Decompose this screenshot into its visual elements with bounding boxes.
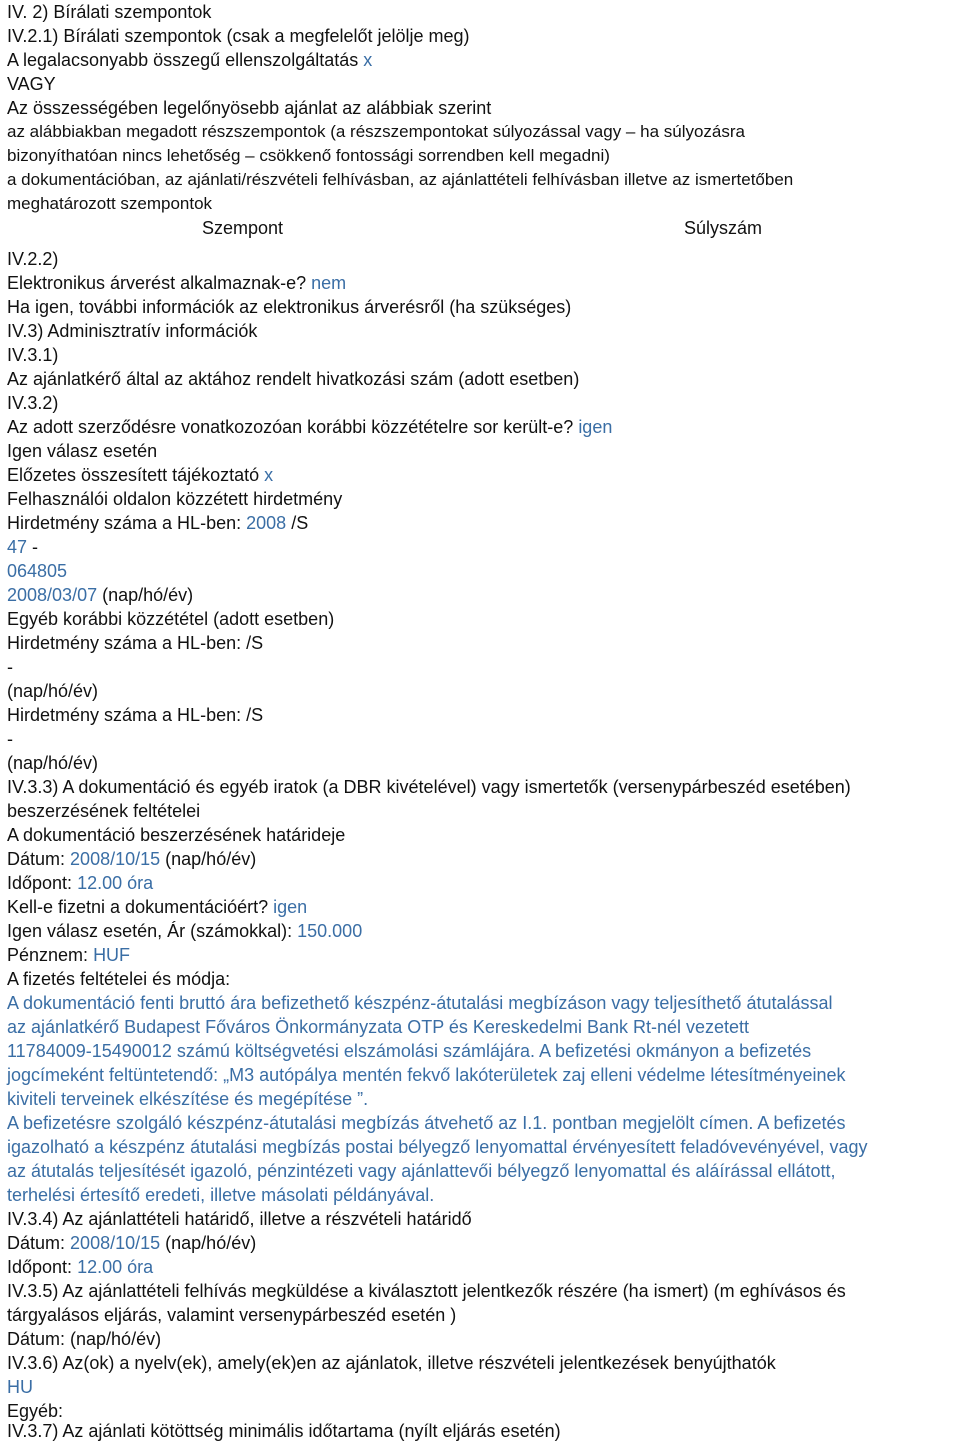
auction-more-info: Ha igen, további információk az elektronikus árverésről (ha szükséges) bbox=[7, 297, 572, 317]
criteria-desc-4: meghatározott szempontok bbox=[7, 194, 213, 213]
if-yes-label: Igen válasz esetén bbox=[7, 441, 158, 461]
other-language-label: Egyéb: bbox=[7, 1401, 64, 1421]
payment-terms-line: jogcímeként feltüntetendő: „M3 autópálya mentén fekvő lakóterületek zaj elleni védelme létesítményeinek bbox=[7, 1065, 846, 1085]
invitation-title-1: IV.3.5) Az ajánlattételi felhívás megküldése a kiválasztott jelentkezők részére (ha ismert) (m eghívásos és bbox=[7, 1281, 846, 1301]
weight-column-header: Súlyszám bbox=[684, 218, 763, 238]
other-notice-2-dash: - bbox=[7, 729, 13, 749]
languages-title: IV.3.6) Az(ok) a nyelv(ek), amely(ek)en az ajánlatok, illetve részvételi jelentkezések benyújthatók bbox=[7, 1353, 776, 1373]
buyer-profile-label: Felhasználói oldalon közzétett hirdetmény bbox=[7, 489, 343, 509]
payment-terms-label: A fizetés feltételei és módja: bbox=[7, 969, 231, 989]
notice-s-line bbox=[7, 535, 38, 559]
tender-date-value: 2008/10/15 bbox=[70, 1233, 161, 1253]
criteria-desc-3: a dokumentációban, az ajánlati/részvételi felhívásban, az ajánlattételi felhívásban illetve az ismertetőben bbox=[7, 170, 794, 189]
currency-label: Pénznem: bbox=[7, 945, 89, 965]
criteria-title: IV.2.1) Bírálati szempontok (csak a megfelelőt jelölje meg) bbox=[7, 26, 470, 46]
admin-info-title: IV.3) Adminisztratív információk bbox=[7, 321, 258, 341]
tender-time-line bbox=[7, 1255, 153, 1279]
documentation-time-value: 12.00 óra bbox=[77, 873, 154, 893]
payment-terms-line: 11784009-15490012 számú költségvetési elszámolási számlájára. A befizetési okmányon a befizetés bbox=[7, 1041, 812, 1061]
prior-publication-question: Az adott szerződésre vonatkozozóan korábbi közzétételre sor került-e? bbox=[7, 417, 574, 437]
auction-answer: nem bbox=[311, 273, 347, 293]
payment-terms-line: az átutalás teljesítését igazoló, pénzintézeti vagy ajánlattevői bélyegző lenyomattal és aláírással ellátott, bbox=[7, 1161, 836, 1181]
documentation-deadline-label: A dokumentáció beszerzésének határideje bbox=[7, 825, 346, 845]
notice-number: 064805 bbox=[7, 561, 68, 581]
other-notice-1-dash: - bbox=[7, 657, 13, 677]
section-title: IV. 2) Bírálati szempontok bbox=[7, 2, 212, 22]
invitation-title-2: tárgyalásos eljárás, valamint versenypárbeszéd esetén ) bbox=[7, 1305, 457, 1325]
best-offer-label: Az összességében legelőnyösebb ajánlat az alábbiak szerint bbox=[7, 98, 492, 118]
documentation-time-line bbox=[7, 871, 153, 895]
criterion-column-header: Szempont bbox=[202, 218, 284, 238]
lowest-price-mark: x bbox=[363, 50, 373, 70]
binding-period-title: IV.3.7) Az ajánlati kötöttség minimális időtartama (nyílt eljárás esetén) bbox=[7, 1421, 561, 1441]
prior-publication-answer: igen bbox=[578, 417, 613, 437]
notice-date: 2008/03/07 bbox=[7, 585, 98, 605]
tender-time-label: Időpont: bbox=[7, 1257, 73, 1277]
payment-terms-line: A dokumentáció fenti bruttó ára befizethető készpénz-átutalási megbízáson vagy teljesíthető átutalással bbox=[7, 993, 833, 1013]
documentation-date-line bbox=[7, 847, 256, 871]
prior-info-mark: x bbox=[264, 465, 274, 485]
notice-number-line bbox=[7, 511, 308, 535]
documentation-title-2: beszerzésének feltételei bbox=[7, 801, 201, 821]
payment-question-line bbox=[7, 895, 307, 919]
lowest-price-label: A legalacsonyabb összegű ellenszolgáltatás bbox=[7, 50, 359, 70]
prior-info-line bbox=[7, 463, 273, 487]
notice-number-label: Hirdetmény száma a HL-ben: bbox=[7, 513, 242, 533]
notice-date-format: (nap/hó/év) bbox=[102, 585, 194, 605]
currency-line bbox=[7, 943, 130, 967]
prior-publication-line bbox=[7, 415, 612, 439]
or-label: VAGY bbox=[7, 74, 56, 94]
notice-s: /S bbox=[291, 513, 309, 533]
other-notice-2-label: Hirdetmény száma a HL-ben: /S bbox=[7, 705, 264, 725]
reference-code: IV.3.1) bbox=[7, 345, 59, 365]
payment-terms-line: kiviteli terveinek elkészítése és megépítése ”. bbox=[7, 1089, 369, 1109]
tender-time-value: 12.00 óra bbox=[77, 1257, 154, 1277]
price-line bbox=[7, 919, 362, 943]
notice-dash: - bbox=[32, 537, 39, 557]
payment-terms-line: terhelési értesítő eredeti, illetve másolati példányával. bbox=[7, 1185, 435, 1205]
documentation-date-value: 2008/10/15 bbox=[70, 849, 161, 869]
invitation-date-line: Dátum: (nap/hó/év) bbox=[7, 1329, 162, 1349]
documentation-time-label: Időpont: bbox=[7, 873, 73, 893]
notice-s-number: 47 bbox=[7, 537, 28, 557]
price-label: Igen válasz esetén, Ár (számokkal): bbox=[7, 921, 293, 941]
documentation-date-label: Dátum: bbox=[7, 849, 66, 869]
currency-value: HUF bbox=[93, 945, 131, 965]
other-notice-1-label: Hirdetmény száma a HL-ben: /S bbox=[7, 633, 264, 653]
payment-terms-line: az ajánlatkérő Budapest Főváros Önkormányzata OTP és Kereskedelmi Bank Rt-nél vezetett bbox=[7, 1017, 750, 1037]
payment-question: Kell-e fizetni a dokumentációért? bbox=[7, 897, 269, 917]
payment-terms-line: A befizetésre szolgáló készpénz-átutalási megbízás átvehető az I.1. pontban megjelölt címen. A befizetés bbox=[7, 1113, 846, 1133]
tender-date-line bbox=[7, 1231, 256, 1255]
other-notice-1-date: (nap/hó/év) bbox=[7, 681, 99, 701]
criteria-desc-1: az alábbiakban megadott részszempontok (a részszempontokat súlyozással vagy – ha súlyozásra bbox=[7, 122, 745, 141]
tender-date-label: Dátum: bbox=[7, 1233, 66, 1253]
criteria-desc-2: bizonyíthatóan nincs lehetőség – csökkenő fontossági sorrendben kell megadni) bbox=[7, 146, 610, 165]
documentation-title-1: IV.3.3) A dokumentáció és egyéb iratok (a DBR kivételével) vagy ismertetők (versenypárbeszéd esetében) bbox=[7, 777, 851, 797]
prior-publication-code: IV.3.2) bbox=[7, 393, 59, 413]
auction-question: Elektronikus árverést alkalmaznak-e? bbox=[7, 273, 307, 293]
notice-date-line bbox=[7, 583, 193, 607]
language-value: HU bbox=[7, 1377, 33, 1397]
documentation-date-format: (nap/hó/év) bbox=[165, 849, 257, 869]
reference-text: Az ajánlatkérő által az aktához rendelt hivatkozási szám (adott esetben) bbox=[7, 369, 580, 389]
prior-info-label: Előzetes összesített tájékoztató bbox=[7, 465, 260, 485]
tender-date-format: (nap/hó/év) bbox=[165, 1233, 257, 1253]
notice-year: 2008 bbox=[246, 513, 287, 533]
other-notice-2-date: (nap/hó/év) bbox=[7, 753, 99, 773]
auction-question-line bbox=[7, 271, 346, 295]
payment-terms-line: igazolható a készpénz átutalási megbízás postai bélyegző lenyomattal érvényesített feladóvevényével, vagy bbox=[7, 1137, 868, 1157]
other-prior-label: Egyéb korábbi közzététel (adott esetben) bbox=[7, 609, 335, 629]
lowest-price-line bbox=[7, 48, 372, 72]
payment-answer: igen bbox=[273, 897, 308, 917]
auction-code: IV.2.2) bbox=[7, 249, 59, 269]
tender-deadline-title: IV.3.4) Az ajánlattételi határidő, illetve a részvételi határidő bbox=[7, 1209, 472, 1229]
price-value: 150.000 bbox=[297, 921, 363, 941]
